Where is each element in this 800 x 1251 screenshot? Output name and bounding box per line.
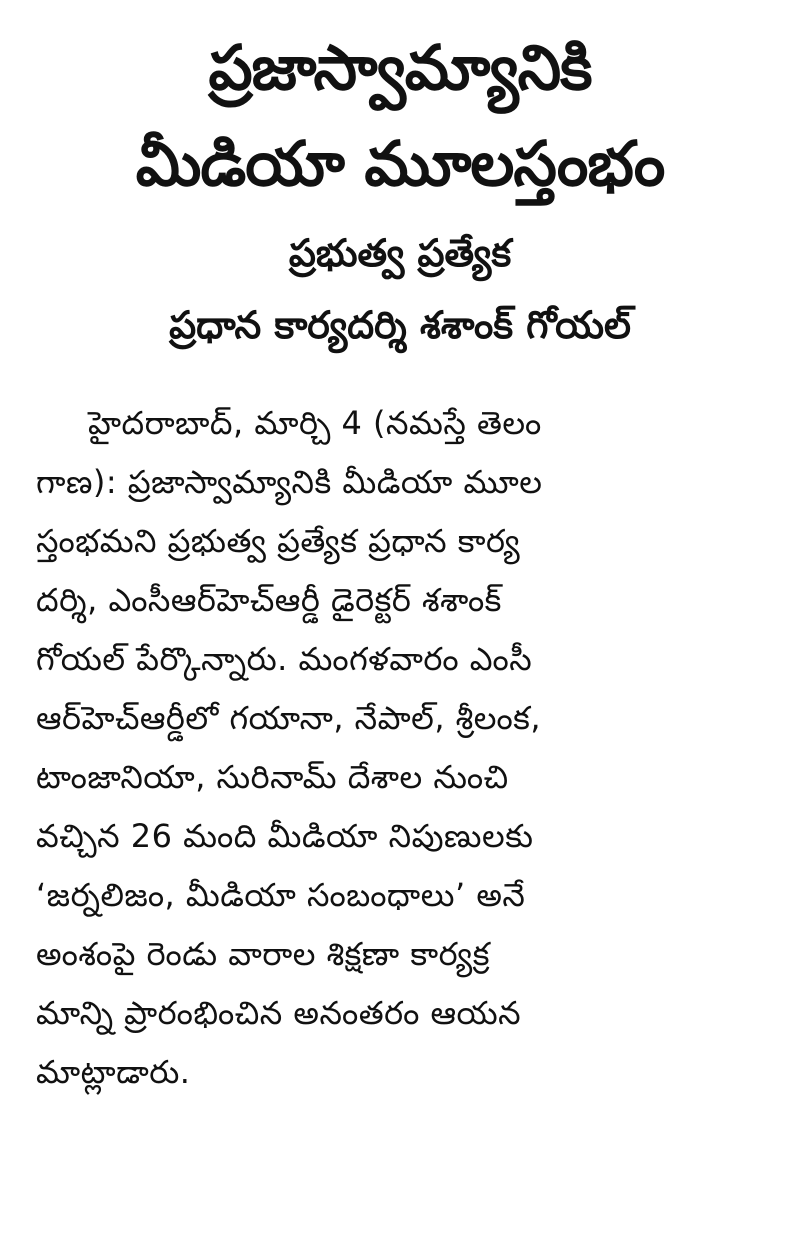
body-line: దర్శి, ఎంసీఆర్‌హెచ్‌ఆర్డీ డైరెక్టర్ శశాంక్ xyxy=(36,581,502,619)
body-line: మాన్ని ప్రారంభించిన అనంతరం ఆయన xyxy=(36,994,522,1032)
body-line: అంశంపై రెండు వారాల శిక్షణా కార్యక్ర xyxy=(36,935,490,973)
body-line: గోయల్ పేర్కొన్నారు. మంగళవారం ఎంసీ xyxy=(36,640,533,678)
body-line: స్తంభమని ప్రభుత్వ ప్రత్యేక ప్రధాన కార్య xyxy=(36,522,521,560)
body-line: ఆర్‌హెచ్‌ఆర్డీలో గయానా, నేపాల్, శ్రీలంక, xyxy=(36,699,542,737)
body-line: హైదరాబాద్, మార్చి 4 (నమస్తే తెలం xyxy=(88,404,542,442)
subheadline-line-1: ప్రభుత్వ ప్రత్యేక xyxy=(288,231,512,275)
article-body xyxy=(36,394,756,1102)
headline-line-1: ప్రజాస్వామ్యానికి xyxy=(208,31,592,104)
news-clipping xyxy=(18,6,782,1241)
body-line: ‘జర్నలిజం, మీడియా సంబంధాలు’ అనే xyxy=(36,876,526,914)
body-line: గాణ): ప్రజాస్వామ్యానికి మీడియా మూల xyxy=(36,463,543,501)
body-line: టాంజానియా, సురినామ్ దేశాల నుంచి xyxy=(36,758,509,796)
body-line: మాట్లాడారు. xyxy=(36,1053,191,1091)
body-line: వచ్చిన 26 మంది మీడియా నిపుణులకు xyxy=(36,817,534,855)
subheadline-line-2: ప్రధాన కార్యదర్శి శశాంక్ గోయల్ xyxy=(169,303,631,347)
headline-line-2: మీడియా మూలస్తంభం xyxy=(135,127,665,200)
